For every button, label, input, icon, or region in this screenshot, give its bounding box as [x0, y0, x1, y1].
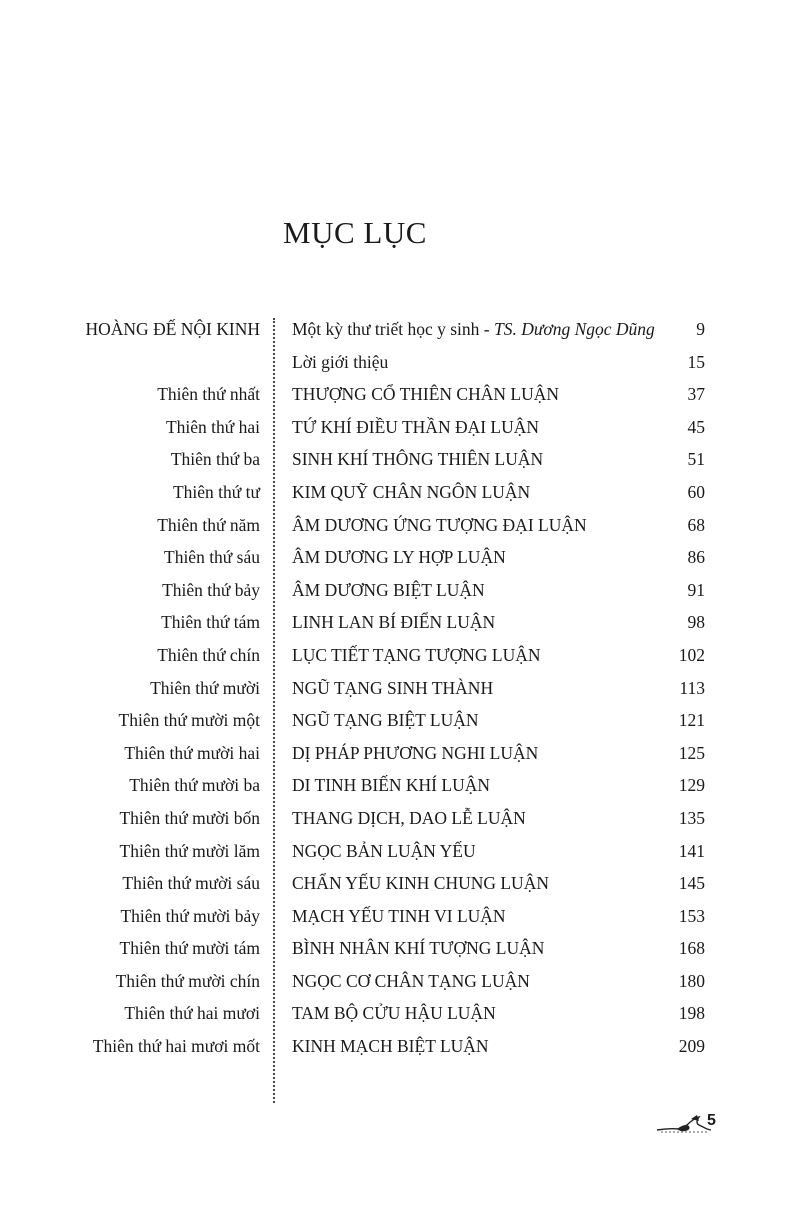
- page-number: 91: [687, 579, 705, 600]
- bird-ornament-icon: [655, 1111, 713, 1135]
- chapter-label: Thiên thứ mười chín: [115, 970, 260, 991]
- page-number: 86: [687, 547, 705, 568]
- chapter-label: Thiên thứ sáu: [164, 547, 260, 568]
- toc-row: [0, 313, 800, 346]
- chapter-title: [292, 378, 559, 411]
- chapter-label: HOÀNG ĐẾ NỘI KINH: [85, 319, 260, 339]
- chapter-label: Thiên thứ mười một: [118, 710, 260, 731]
- chapter-title: [292, 737, 538, 770]
- chapter-label: Thiên thứ mười: [150, 677, 260, 698]
- page-number: 135: [678, 807, 705, 828]
- chapter-label: Thiên thứ mười lăm: [119, 840, 260, 861]
- chapter-title: [292, 867, 549, 900]
- chapter-title: [292, 313, 655, 346]
- toc-row: [0, 443, 800, 476]
- chapter-title-text: NGỌC BẢN LUẬN YẾU: [292, 840, 476, 861]
- chapter-title: [292, 835, 476, 868]
- toc-row: [0, 704, 800, 737]
- chapter-title: [292, 997, 496, 1030]
- chapter-title: [292, 965, 530, 998]
- page-number: 68: [687, 514, 705, 535]
- toc-row: [0, 997, 800, 1030]
- toc-row: [0, 802, 800, 835]
- chapter-label: Thiên thứ tám: [161, 612, 260, 633]
- chapter-title-text: BÌNH NHÂN KHÍ TƯỢNG LUẬN: [292, 938, 545, 959]
- page-number: 51: [687, 449, 705, 470]
- toc-row: [0, 639, 800, 672]
- footer-page-number: [655, 1111, 735, 1137]
- chapter-label: Thiên thứ chín: [157, 644, 260, 665]
- chapter-title-text: SINH KHÍ THÔNG THIÊN LUẬN: [292, 449, 544, 470]
- chapter-title: [292, 574, 485, 607]
- table-of-contents: [0, 313, 800, 1063]
- page-number: 113: [679, 677, 705, 698]
- chapter-label: Thiên thứ ba: [170, 449, 260, 470]
- chapter-label: Thiên thứ nhất: [157, 384, 260, 405]
- toc-row: [0, 965, 800, 998]
- chapter-title-text: NGŨ TẠNG SINH THÀNH: [292, 677, 494, 698]
- page-number: 129: [678, 775, 705, 796]
- chapter-label: Thiên thứ mười sáu: [122, 873, 260, 894]
- page-number: 9: [696, 319, 705, 339]
- chapter-title-text: NGỌC CƠ CHÂN TẠNG LUẬN: [292, 970, 530, 991]
- chapter-label: Thiên thứ hai mươi: [124, 1003, 260, 1024]
- chapter-title-text: MẠCH YẾU TINH VI LUẬN: [292, 905, 506, 926]
- page-number: 121: [678, 710, 705, 731]
- chapter-title: [292, 606, 495, 639]
- chapter-title: [292, 769, 490, 802]
- chapter-title-text: NGŨ TẠNG BIỆT LUẬN: [292, 710, 479, 731]
- chapter-label: Thiên thứ mười bốn: [119, 807, 260, 828]
- chapter-title: [292, 1030, 489, 1063]
- chapter-title-text: KINH MẠCH BIỆT LUẬN: [292, 1036, 489, 1057]
- chapter-title: [292, 639, 541, 672]
- page-number: 125: [678, 742, 705, 763]
- chapter-author: TS. Dương Ngọc Dũng: [493, 319, 655, 339]
- toc-row: [0, 737, 800, 770]
- toc-row: [0, 574, 800, 607]
- page-number: 209: [678, 1036, 705, 1057]
- page-title: MỤC LỤC: [283, 215, 427, 250]
- chapter-title-text: ÂM DƯƠNG BIỆT LUẬN: [292, 579, 485, 600]
- chapter-title: [292, 476, 530, 509]
- toc-row: [0, 1030, 800, 1063]
- toc-row: [0, 346, 800, 379]
- page-number: 168: [678, 938, 705, 959]
- toc-row: [0, 476, 800, 509]
- chapter-label: Thiên thứ mười bảy: [120, 905, 260, 926]
- toc-row: [0, 867, 800, 900]
- page-number: 60: [687, 481, 705, 502]
- toc-row: [0, 900, 800, 933]
- chapter-title-text: ÂM DƯƠNG LY HỢP LUẬN: [292, 547, 506, 568]
- chapter-label: Thiên thứ mười hai: [124, 742, 260, 763]
- page-number: 102: [678, 644, 705, 665]
- chapter-title-text: THANG DỊCH, DAO LỄ LUẬN: [292, 807, 526, 828]
- page-number: 45: [687, 416, 705, 437]
- title-author-separator: -: [479, 319, 494, 339]
- chapter-label: Thiên thứ mười ba: [129, 775, 260, 796]
- chapter-title-text: TAM BỘ CỬU HẬU LUẬN: [292, 1003, 496, 1024]
- chapter-title: [292, 802, 526, 835]
- chapter-label: Thiên thứ mười tám: [119, 938, 260, 959]
- chapter-title: [292, 932, 544, 965]
- page-number: 153: [678, 905, 705, 926]
- page-number: 198: [678, 1003, 705, 1024]
- toc-row: [0, 378, 800, 411]
- chapter-label: Thiên thứ hai mươi mốt: [92, 1036, 260, 1057]
- toc-row: [0, 509, 800, 542]
- chapter-title-text: THƯỢNG CỔ THIÊN CHÂN LUẬN: [292, 384, 559, 405]
- toc-row: [0, 932, 800, 965]
- chapter-title-text: CHẨN YẾU KINH CHUNG LUẬN: [292, 873, 549, 894]
- toc-row: [0, 411, 800, 444]
- footer-page-number-text: 5: [707, 1112, 716, 1129]
- chapter-title: [292, 541, 506, 574]
- chapter-title: [292, 443, 543, 476]
- page-number: 180: [678, 970, 705, 991]
- page-number: 145: [678, 873, 705, 894]
- chapter-label: Thiên thứ hai: [165, 416, 260, 437]
- chapter-title-text: ÂM DƯƠNG ỨNG TƯỢNG ĐẠI LUẬN: [292, 514, 587, 535]
- toc-row: [0, 672, 800, 705]
- chapter-title-text: DI TINH BIẾN KHÍ LUẬN: [292, 775, 490, 796]
- chapter-label: Thiên thứ năm: [157, 514, 260, 535]
- chapter-title-text: TỨ KHÍ ĐIỀU THẦN ĐẠI LUẬN: [292, 416, 540, 437]
- chapter-title: [292, 704, 479, 737]
- chapter-title-text: LỤC TIẾT TẠNG TƯỢNG LUẬN: [292, 644, 541, 665]
- chapter-title: [292, 346, 388, 379]
- chapter-title-text: KIM QUỸ CHÂN NGÔN LUẬN: [292, 481, 531, 502]
- toc-row: [0, 606, 800, 639]
- page-number: 98: [687, 612, 705, 633]
- toc-row: [0, 835, 800, 868]
- chapter-title: [292, 900, 506, 933]
- chapter-title-text: DỊ PHÁP PHƯƠNG NGHI LUẬN: [292, 742, 539, 763]
- toc-row: [0, 541, 800, 574]
- chapter-label: Thiên thứ bảy: [162, 579, 260, 600]
- chapter-label: Thiên thứ tư: [172, 481, 260, 502]
- page-number: 37: [687, 384, 705, 405]
- page-number: 15: [687, 351, 705, 372]
- chapter-title: [292, 509, 587, 542]
- page-number: 141: [678, 840, 705, 861]
- chapter-title-text: LINH LAN BÍ ĐIỂN LUẬN: [292, 612, 496, 633]
- toc-row: [0, 769, 800, 802]
- chapter-title: [292, 672, 493, 705]
- chapter-title-text: Lời giới thiệu: [292, 351, 389, 372]
- chapter-title: [292, 411, 539, 444]
- chapter-title-text: Một kỳ thư triết học y sinh: [292, 319, 480, 339]
